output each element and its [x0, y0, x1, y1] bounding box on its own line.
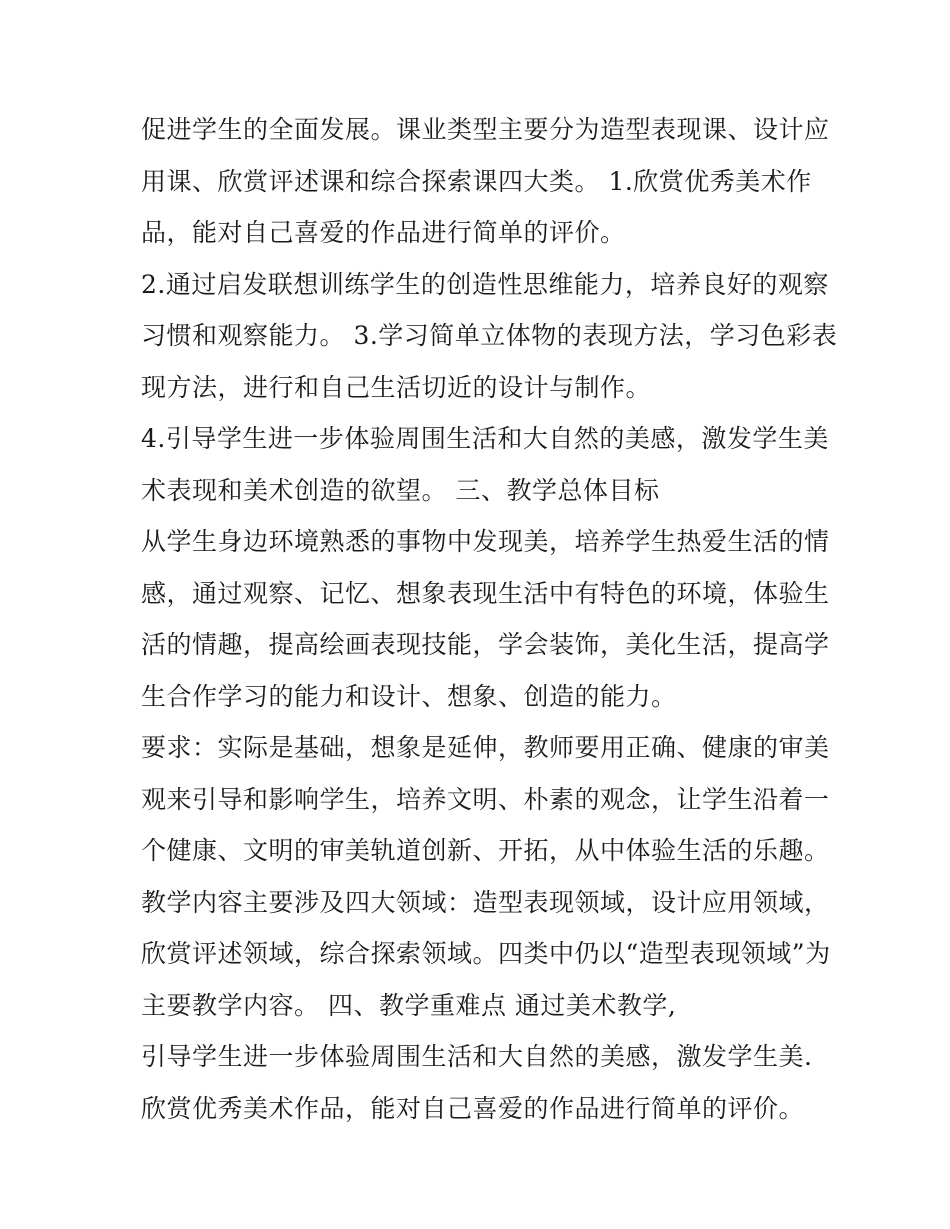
text-line: 习惯和观察能力。 3.学习简单立体物的表现方法，学习色彩表 [141, 321, 838, 350]
text-line: 主要教学内容。 四、教学重难点 通过美术教学, [141, 990, 677, 1020]
text-line: 欣赏评述领域，综合探索领域。四类中仍以“造型表现领域”为 [141, 939, 831, 968]
text-line: 促进学生的全面发展。课业类型主要分为造型表现课、设计应 [141, 115, 830, 144]
text-line: 用课、欣赏评述课和综合探索课四大类。 1.欣赏优秀美术作 [141, 166, 812, 196]
text-line: 引导学生进一步体验周围生活和大自然的美感，激发学生美. [141, 1042, 813, 1071]
text-line: 欣赏优秀美术作品，能对自己喜爱的作品进行简单的评价。 [141, 1093, 805, 1123]
text-line: 2.通过启发联想训练学生的创造性思维能力，培养良好的观察 [141, 269, 829, 299]
text-line: 个健康、文明的审美轨道创新、开拓，从中体验生活的乐趣。 [141, 836, 830, 865]
text-line: 观来引导和影响学生，培养文明、朴素的观念，让学生沿着一 [141, 784, 830, 814]
text-line: 感，通过观察、记忆、想象表现生活中有特色的环境，体验生 [141, 578, 830, 608]
text-line: 术表现和美术创造的欲望。 三、教学总体目标 [141, 475, 660, 505]
text-line: 生合作学习的能力和设计、想象、创造的能力。 [141, 681, 677, 711]
document-body [141, 108, 838, 1138]
text-line: 从学生身边环境熟悉的事物中发现美，培养学生热爱生活的情 [141, 527, 830, 556]
text-line: 现方法，进行和自己生活切近的设计与制作。 [141, 372, 652, 402]
text-line: 要求：实际是基础，想象是延伸，教师要用正确、健康的审美 [141, 733, 830, 762]
text-line: 4.引导学生进一步体验周围生活和大自然的美感，激发学生美 [141, 424, 829, 453]
text-line: 教学内容主要涉及四大领域：造型表现领域，设计应用领域， [141, 887, 830, 917]
text-line: 活的情趣，提高绘画表现技能，学会装饰，美化生活，提高学 [141, 630, 830, 659]
text-line: 品，能对自己喜爱的作品进行简单的评价。 [141, 218, 626, 247]
